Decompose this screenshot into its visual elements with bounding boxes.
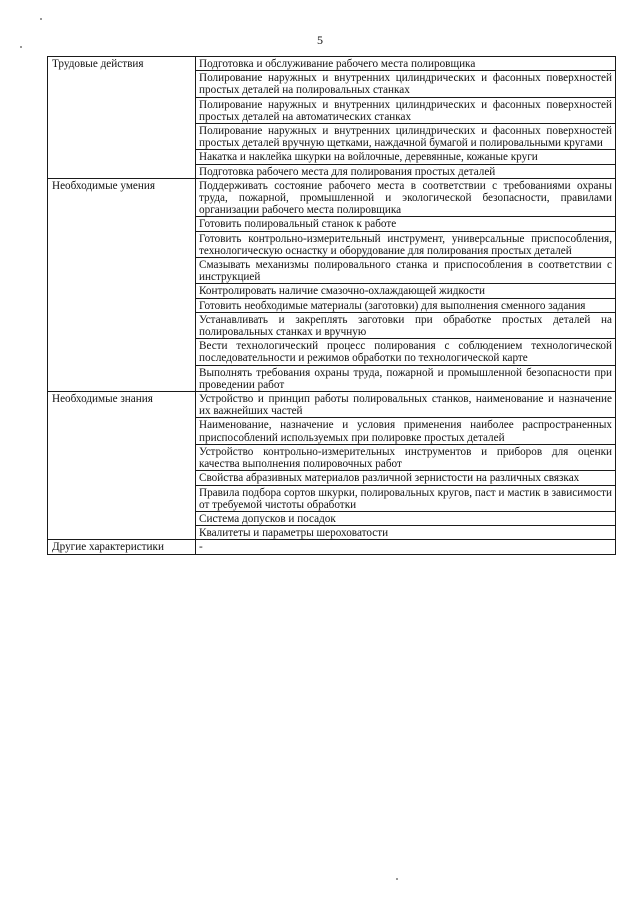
table-cell: Готовить полировальный станок к работе [196,217,616,231]
page-number: 5 [317,33,323,47]
table-cell: Полирование наружных и внутренних цилиндрических и фасонных поверхностей простых деталей на автоматических станках [196,97,616,123]
table-cell: Полирование наружных и внутренних цилиндрических и фасонных поверхностей простых деталей на полировальных станках [196,71,616,97]
table-cell: Наименование, назначение и условия применения наиболее распространенных приспособлений используемых при полировке простых деталей [196,418,616,444]
scan-speck [396,878,398,880]
table-row [48,57,616,71]
section-label-labor-actions: Трудовые действия [48,57,196,179]
table-cell: Система допусков и посадок [196,511,616,525]
table-cell: Устройство контрольно-измерительных инструментов и приборов для оценки качества выполнения полировочных работ [196,444,616,470]
scan-speck [20,46,22,48]
table-cell: Смазывать механизмы полировального станка и приспособления в соответствии с инструкцией [196,258,616,284]
section-label-required-knowledge: Необходимые знания [48,392,196,540]
scan-speck [40,18,42,20]
table-cell: Поддерживать состояние рабочего места в соответствии с требованиями охраны труда, пожарной, промышленной и экологической безопасности, правилами организации рабочего места полировщика [196,178,616,217]
table-cell: Устройство и принцип работы полировальных станков, наименование и назначение их важнейших частей [196,392,616,418]
section-label-other-characteristics: Другие характеристики [48,540,196,554]
section-label-required-skills: Необходимые умения [48,178,196,391]
table-cell: Устанавливать и закреплять заготовки при обработке простых деталей на полировальных станках и вручную [196,312,616,338]
table-cell: Готовить контрольно-измерительный инструмент, универсальные приспособления, технологическую оснастку и оборудование для полирования простых деталей [196,231,616,257]
table-cell: Полирование наружных и внутренних цилиндрических и фасонных поверхностей простых деталей вручную щетками, наждачной бумагой и полировальными кругами [196,124,616,150]
table-cell: Контролировать наличие смазочно-охлаждающей жидкости [196,284,616,298]
table-cell: Подготовка и обслуживание рабочего места полировщика [196,57,616,71]
table-cell: Подготовка рабочего места для полирования простых деталей [196,164,616,178]
table-cell: Выполнять требования охраны труда, пожарной и промышленной безопасности при проведении работ [196,365,616,391]
table-cell: Вести технологический процесс полирования с соблюдением технологической последовательности и режимов обработки по технологической карте [196,339,616,365]
table-cell: Правила подбора сортов шкурки, полировальных кругов, паст и мастик в зависимости от требуемой чистоты обработки [196,485,616,511]
table-row [48,392,616,418]
table-cell: Квалитеты и параметры шероховатости [196,526,616,540]
table-cell: Накатка и наклейка шкурки на войлочные, деревянные, кожаные круги [196,150,616,164]
requirements-table [47,56,616,555]
table-row [48,178,616,217]
table-cell: Готовить необходимые материалы (заготовки) для выполнения сменного задания [196,298,616,312]
table-cell: Свойства абразивных материалов различной зернистости на различных связках [196,471,616,485]
table-cell: - [196,540,616,554]
table-row [48,540,616,554]
